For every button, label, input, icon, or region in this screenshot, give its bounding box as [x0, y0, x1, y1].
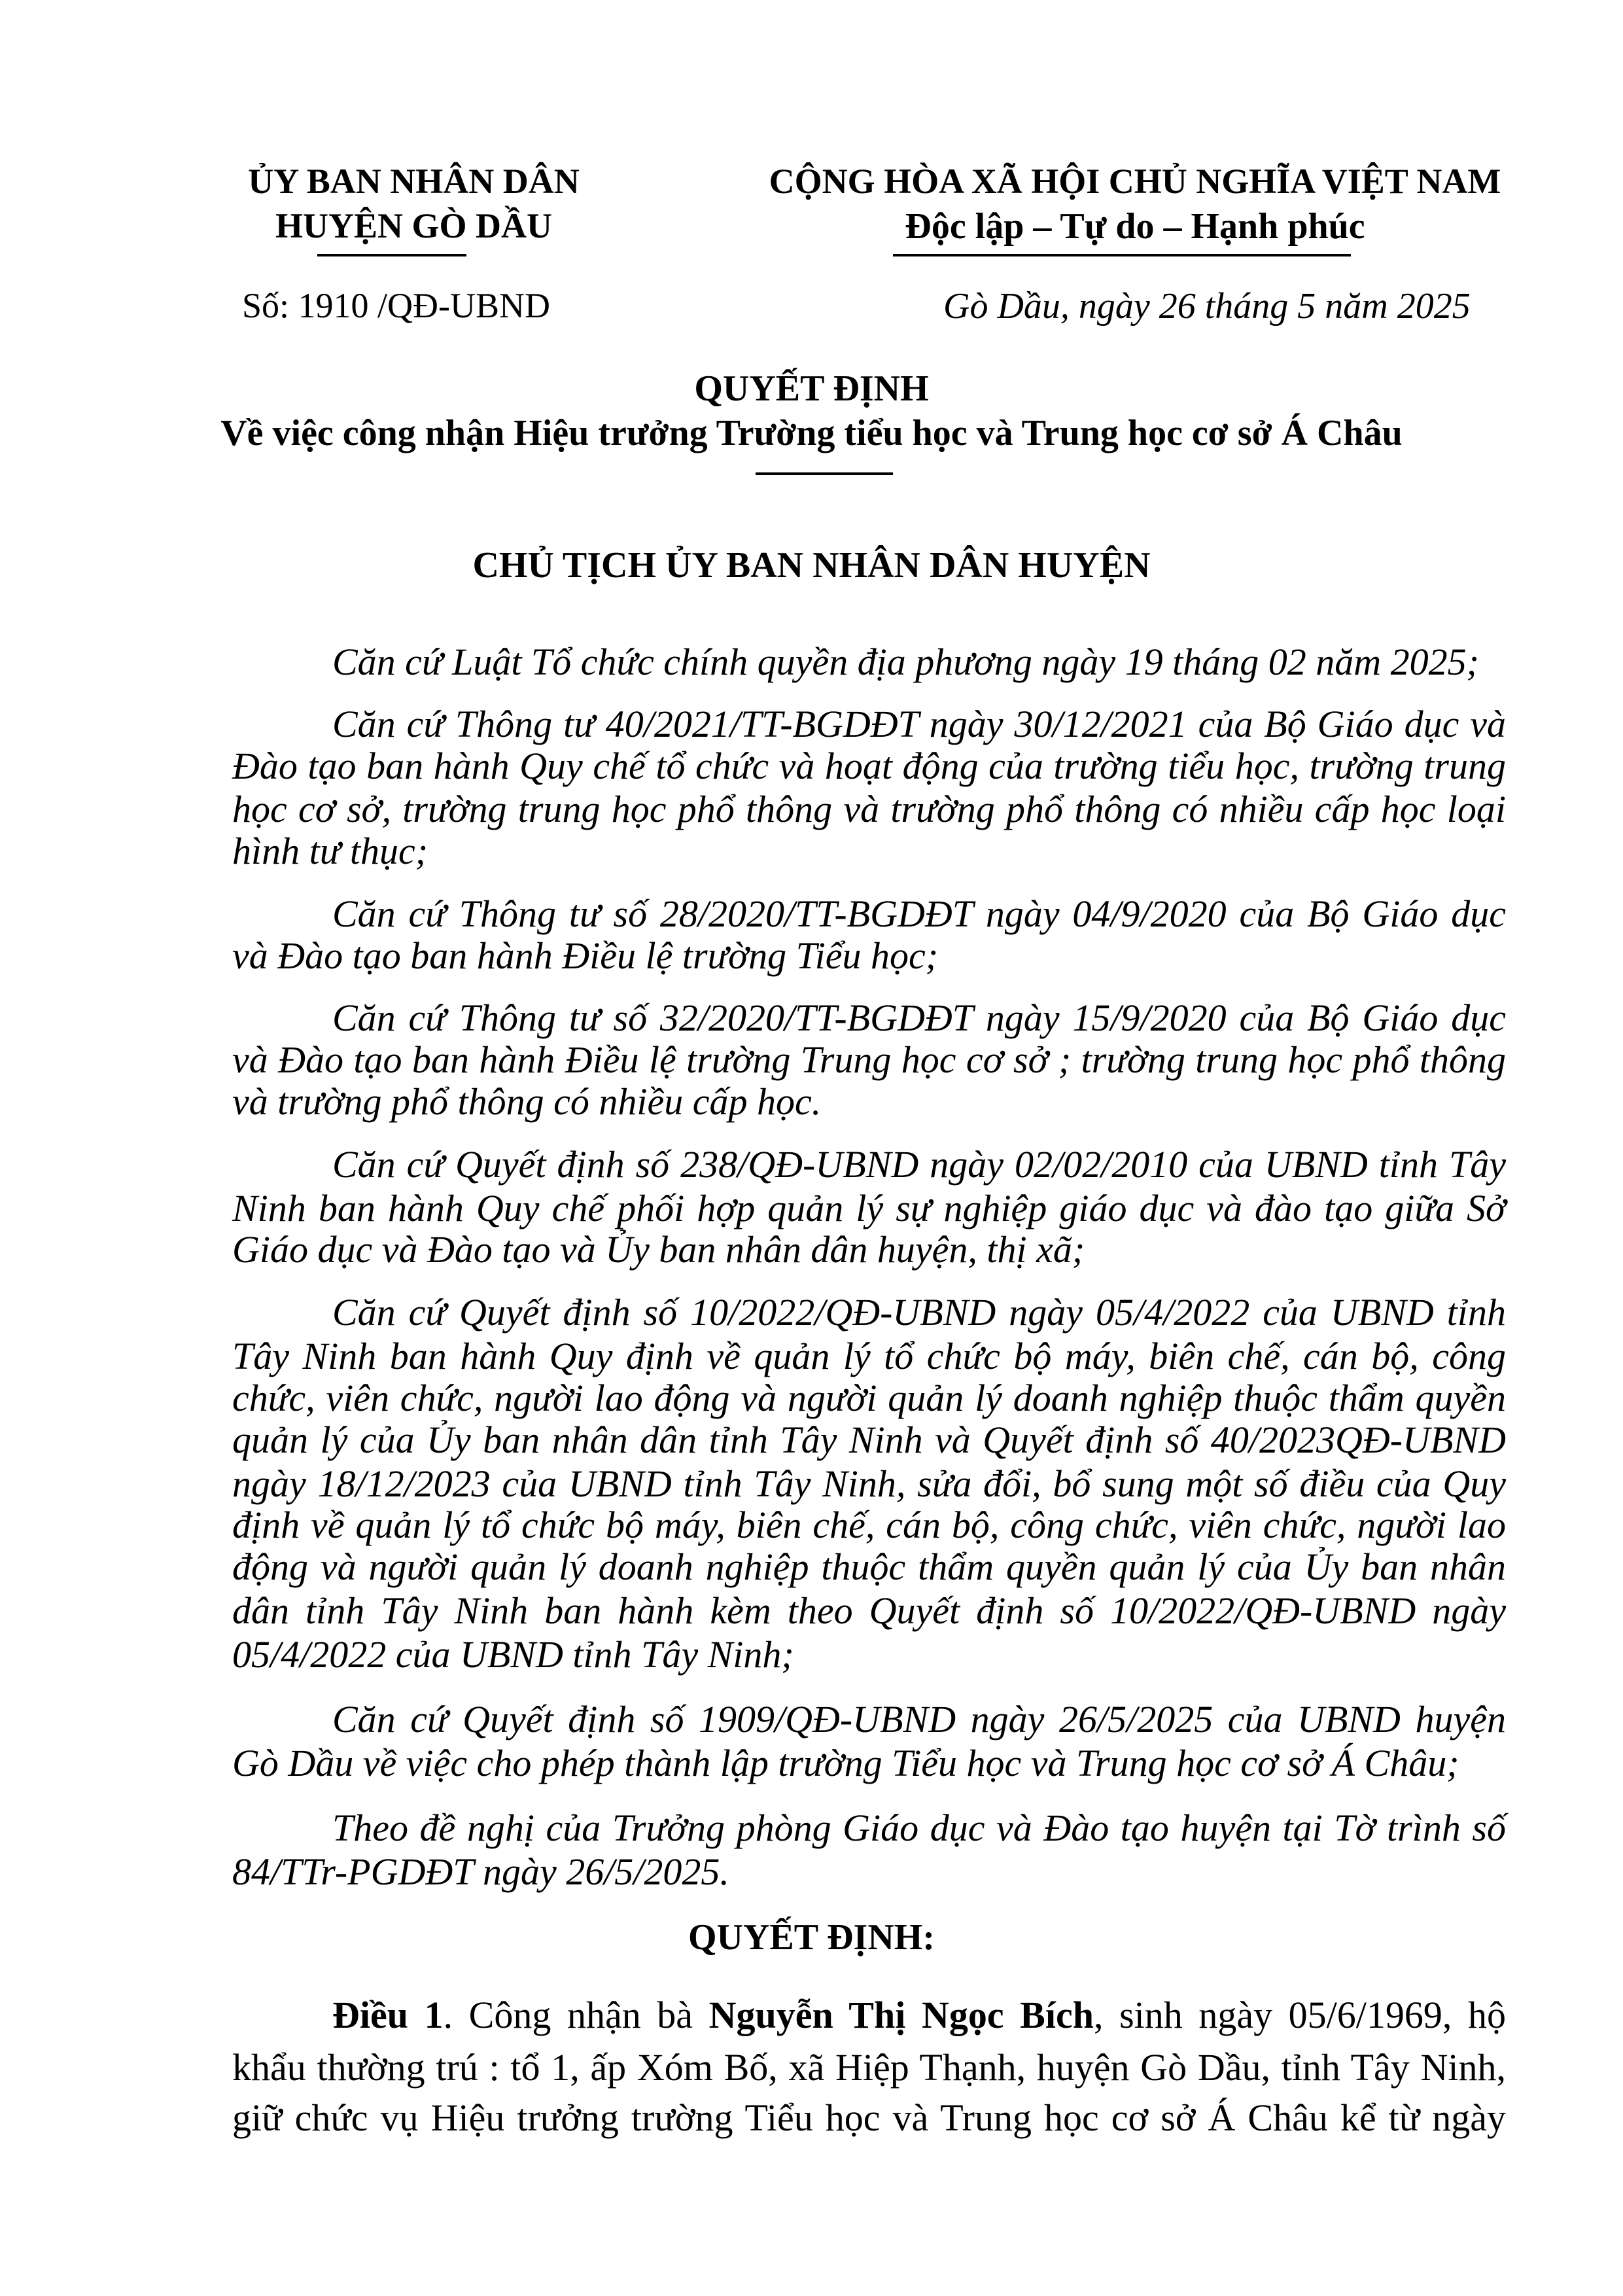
nation-name: CỘNG HÒA XÃ HỘI CHỦ NGHĨA VIỆT NAM	[769, 162, 1501, 201]
agency-underline	[317, 254, 466, 256]
issuer-title: CHỦ TỊCH ỦY BAN NHÂN DÂN HUYỆN	[472, 545, 1151, 586]
preamble-line: định về quản lý tổ chức bộ máy, biên chế, cán bộ, công chức, viên chức, người lao	[232, 1504, 1506, 1546]
preamble-line: Tây Ninh ban hành Quy định về quản lý tổ chức bộ máy, biên chế, cán bộ, công	[232, 1335, 1506, 1377]
preamble-line: Gò Dầu về việc cho phép thành lập trường Tiểu học và Trung học cơ sở Á Châu;	[232, 1742, 1459, 1784]
place-and-date: Gò Dầu, ngày 26 tháng 5 năm 2025	[943, 286, 1471, 327]
preamble-line: Đào tạo ban hành Quy chế tổ chức và hoạt động của trường tiểu học, trường trung	[232, 745, 1506, 787]
preamble-line: chức, viên chức, người lao động và người quản lý doanh nghiệp thuộc thẩm quyền	[232, 1377, 1506, 1419]
preamble-line: Căn cứ Thông tư 40/2021/TT-BGDĐT ngày 30/12/2021 của Bộ Giáo dục và	[332, 703, 1506, 745]
preamble-line: hình tư thục;	[232, 830, 428, 872]
preamble-line: và Đào tạo ban hành Điều lệ trường Trung học cơ sở ; trường trung học phổ thông	[232, 1038, 1506, 1081]
article-1-line	[332, 1996, 1506, 2034]
agency-name-line1: ỦY BAN NHÂN DÂN	[248, 162, 580, 201]
preamble-line: Căn cứ Luật Tổ chức chính quyền địa phương ngày 19 tháng 02 năm 2025;	[332, 641, 1479, 683]
preamble-line: Ninh ban hành Quy chế phối hợp quản lý sự nghiệp giáo dục và đào tạo giữa Sở	[232, 1187, 1506, 1229]
decision-heading: QUYẾT ĐỊNH:	[688, 1917, 935, 1958]
preamble-line: Giáo dục và Đào tạo và Ủy ban nhân dân huyện, thị xã;	[232, 1228, 1085, 1271]
preamble-line: và Đào tạo ban hành Điều lệ trường Tiểu học;	[232, 934, 939, 977]
preamble-line: và trường phổ thông có nhiều cấp học.	[232, 1080, 822, 1123]
preamble-line: Căn cứ Thông tư số 28/2020/TT-BGDĐT ngày 04/9/2020 của Bộ Giáo dục	[332, 892, 1506, 935]
preamble-line: Căn cứ Quyết định số 10/2022/QĐ-UBND ngày 05/4/2022 của UBND tỉnh	[332, 1291, 1506, 1333]
article-1-line: giữ chức vụ Hiệu trưởng trường Tiểu học và Trung học cơ sở Á Châu kể từ ngày	[232, 2096, 1506, 2139]
preamble-line: Căn cứ Quyết định số 1909/QĐ-UBND ngày 26/5/2025 của UBND huyện	[332, 1698, 1506, 1740]
article-text: . Công nhận bà	[443, 1994, 709, 2036]
person-name: Nguyễn Thị Ngọc Bích	[708, 1994, 1094, 2036]
article-text: , sinh ngày 05/6/1969, hộ	[1093, 1994, 1506, 2036]
preamble-line: ngày 18/12/2023 của UBND tỉnh Tây Ninh, sửa đổi, bổ sung một số điều của Quy	[232, 1462, 1506, 1505]
preamble-line: Căn cứ Thông tư số 32/2020/TT-BGDĐT ngày 15/9/2020 của Bộ Giáo dục	[332, 997, 1506, 1039]
preamble-line: 05/4/2022 của UBND tỉnh Tây Ninh;	[232, 1633, 794, 1676]
document-number: Số: 1910 /QĐ-UBND	[242, 286, 551, 325]
preamble-line: Theo đề nghị của Trưởng phòng Giáo dục và Đào tạo huyện tại Tờ trình số	[332, 1807, 1506, 1849]
preamble-line: dân tỉnh Tây Ninh ban hành kèm theo Quyết định số 10/2022/QĐ-UBND ngày	[232, 1589, 1506, 1632]
article-1-line: khẩu thường trú : tổ 1, ấp Xóm Bố, xã Hiệp Thạnh, huyện Gò Dầu, tỉnh Tây Ninh,	[232, 2046, 1506, 2089]
title-underline	[756, 472, 893, 475]
preamble-line: Căn cứ Quyết định số 238/QĐ-UBND ngày 02/02/2010 của UBND tỉnh Tây	[332, 1143, 1506, 1186]
document-subject: Về việc công nhận Hiệu trưởng Trường tiểu học và Trung học cơ sở Á Châu	[220, 413, 1403, 453]
agency-name-line2: HUYỆN GÒ DẦU	[275, 206, 552, 245]
document-type-title: QUYẾT ĐỊNH	[694, 368, 929, 409]
national-motto: Độc lập – Tự do – Hạnh phúc	[905, 206, 1365, 247]
preamble-line: 84/TTr-PGDĐT ngày 26/5/2025.	[232, 1850, 729, 1893]
motto-underline	[893, 254, 1351, 256]
preamble-line: học cơ sở, trường trung học phổ thông và trường phổ thông có nhiều cấp học loại	[232, 788, 1506, 830]
article-label: Điều 1	[332, 1994, 444, 2036]
preamble-line: quản lý của Ủy ban nhân dân tỉnh Tây Ninh và Quyết định số 40/2023QĐ-UBND	[232, 1419, 1506, 1461]
preamble-line: động và người quản lý doanh nghiệp thuộc thẩm quyền quản lý của Ủy ban nhân	[232, 1545, 1506, 1588]
